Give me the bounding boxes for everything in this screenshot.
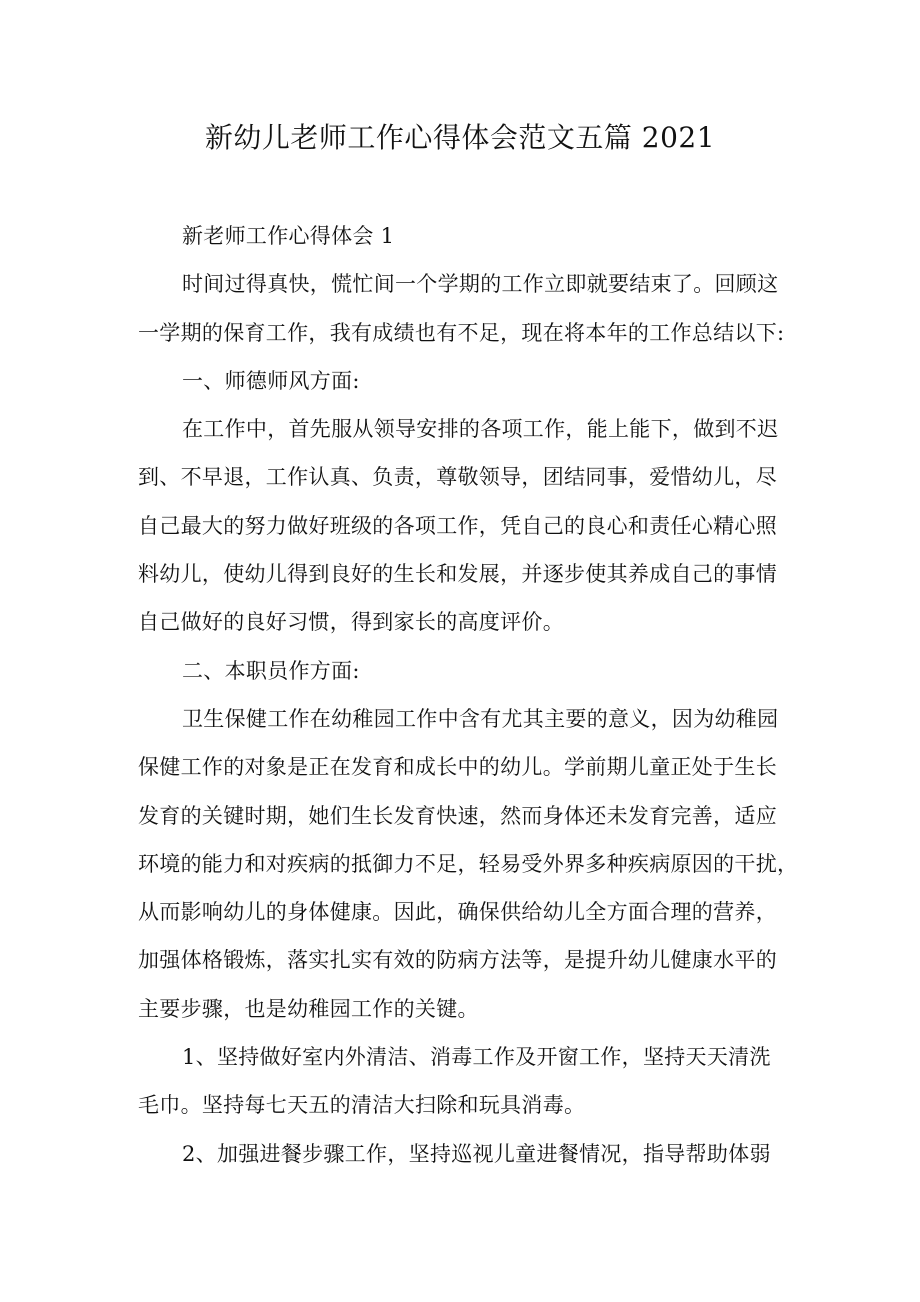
text-line: 1、坚持做好室内外清洁、消毒工作及开窗工作，坚持天天清洗: [182, 1045, 771, 1070]
text-line: 新老师工作心得体会 1: [182, 224, 395, 248]
text-line: 自己最大的努力做好班级的各项工作，凭自己的良心和责任心精心照: [138, 513, 777, 538]
text-line: 在工作中，首先服从领导安排的各项工作，能上能下，做到不迟: [182, 417, 779, 442]
text-line: 主要步骤，也是幼稚园工作的关键。: [138, 996, 479, 1021]
text-line: 毛巾。坚持每七天五的清洁大扫除和玩具消毒。: [138, 1093, 586, 1118]
text-line: 二、本职员作方面:: [182, 658, 360, 683]
text-line: 加强体格锻炼，落实扎实有效的防病方法等，是提升幼儿健康水平的: [138, 948, 777, 973]
text-line: 环境的能力和对疾病的抵御力不足，轻易受外界多种疾病原因的干扰，: [138, 851, 799, 876]
text-line: 到、不早退，工作认真、负责，尊敬领导，团结同事，爱惜幼儿，尽: [138, 465, 777, 490]
text-line: 自己做好的良好习惯，得到家长的高度评价。: [138, 610, 564, 635]
text-line: 发育的关键时期，她们生长发育快速，然而身体还未发育完善，适应: [138, 803, 777, 828]
text-line: 保健工作的对象是正在发育和成长中的幼儿。学前期儿童正处于生长: [138, 755, 777, 780]
text-line: 时间过得真快，慌忙间一个学期的工作立即就要结束了。回顾这: [182, 272, 779, 297]
text-line: 卫生保健工作在幼稚园工作中含有尤其主要的意义，因为幼稚园: [182, 706, 779, 731]
text-line: 料幼儿，使幼儿得到良好的生长和发展，并逐步使其养成自己的事情: [138, 562, 777, 587]
document-title: 新幼儿老师工作心得体会范文五篇 2021: [204, 121, 716, 154]
text-line: 2、加强进餐步骤工作，坚持巡视儿童进餐情况，指导帮助体弱: [182, 1141, 771, 1166]
text-line: 一学期的保育工作，我有成绩也有不足，现在将本年的工作总结以下:: [138, 320, 785, 345]
text-line: 从而影响幼儿的身体健康。因此，确保供给幼儿全方面合理的营养，: [138, 900, 777, 925]
document-body: [138, 212, 799, 1178]
text-line: 一、师德师风方面:: [182, 368, 360, 393]
